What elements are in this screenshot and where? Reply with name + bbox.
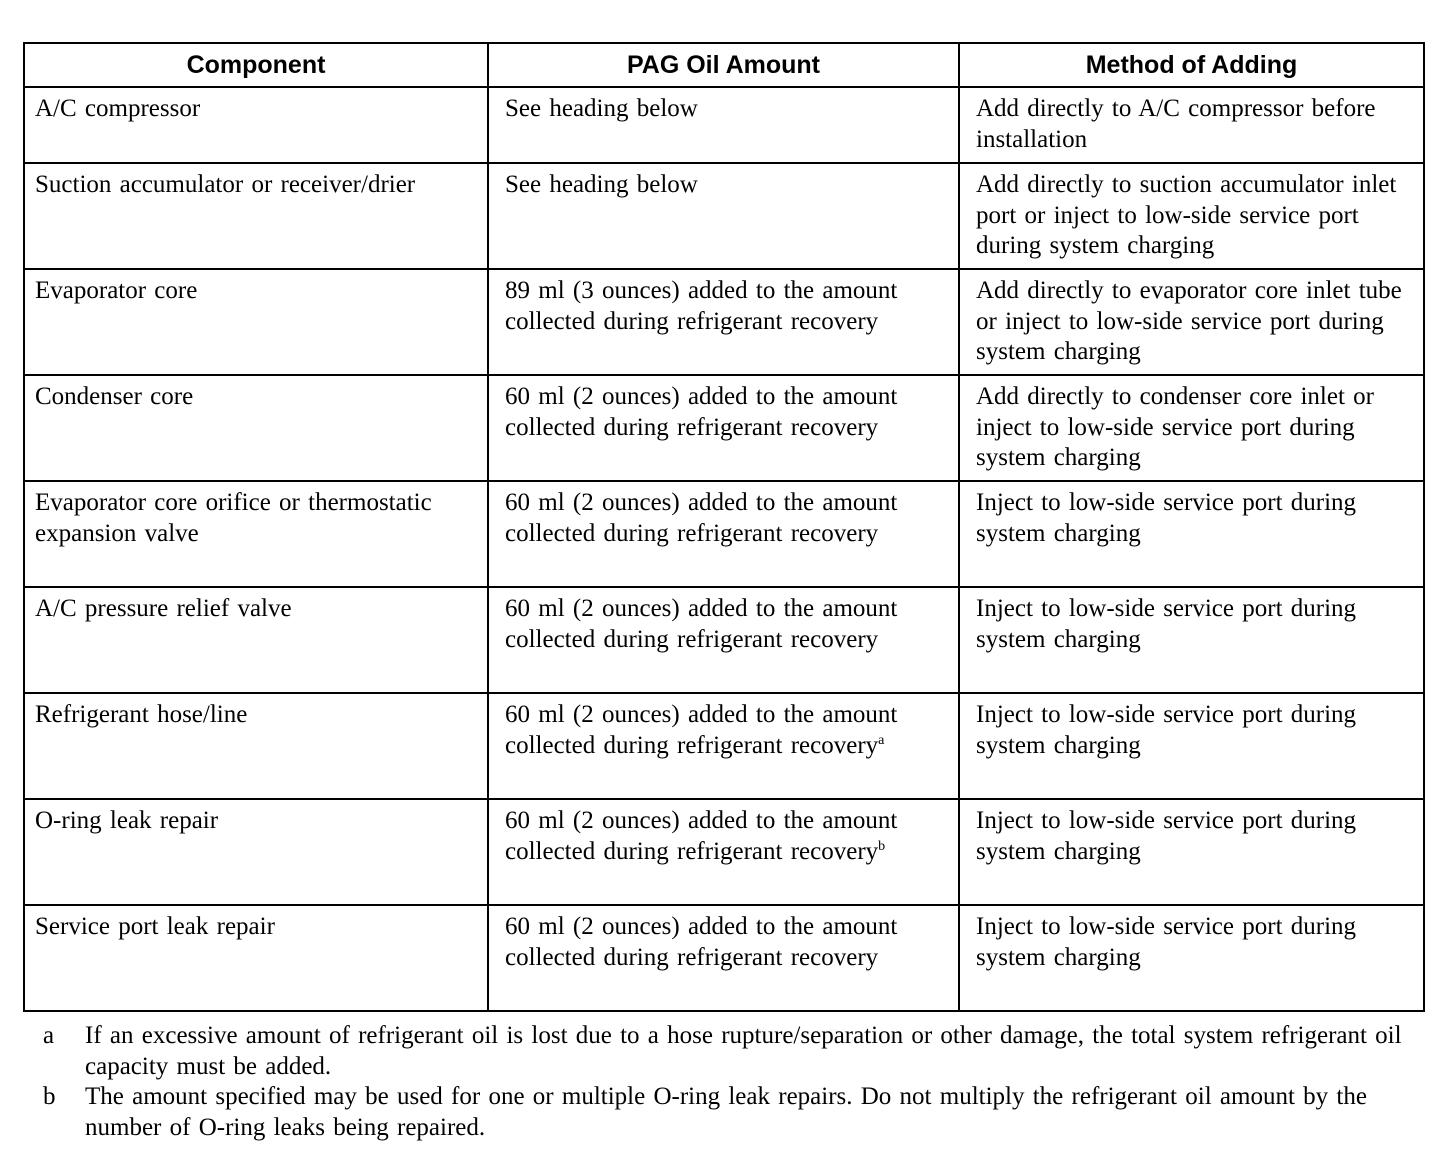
table-row bbox=[24, 481, 1424, 587]
component-cell: Refrigerant hose/line bbox=[24, 693, 488, 799]
amount-cell bbox=[488, 587, 959, 693]
amount-cell bbox=[488, 269, 959, 375]
table-row bbox=[24, 269, 1424, 375]
method-cell: Inject to low-side service port during system charging bbox=[959, 481, 1424, 587]
amount-text: 60 ml (2 ounces) added to the amount collected during refrigerant recovery bbox=[505, 489, 898, 547]
amount-cell bbox=[488, 481, 959, 587]
amount-text: 60 ml (2 ounces) added to the amount collected during refrigerant recovery bbox=[505, 595, 898, 653]
footnote-mark: a bbox=[43, 1022, 55, 1049]
component-cell: Suction accumulator or receiver/drier bbox=[24, 163, 488, 269]
footnote-text: The amount specified may be used for one or multiple O-ring leak repairs. Do not multiply the refrigerant oil amount by the number of O-ring leaks being repaired. bbox=[85, 1083, 1367, 1141]
footnote-ref-a: a bbox=[878, 732, 885, 748]
table-row bbox=[24, 375, 1424, 481]
component-cell: Evaporator core bbox=[24, 269, 488, 375]
amount-text: 60 ml (2 ounces) added to the amount collected during refrigerant recovery bbox=[505, 913, 898, 971]
pag-oil-table bbox=[23, 42, 1425, 1012]
method-cell: Inject to low-side service port during system charging bbox=[959, 905, 1424, 1011]
header-component: Component bbox=[24, 43, 488, 87]
amount-cell bbox=[488, 163, 959, 269]
table-row bbox=[24, 163, 1424, 269]
component-cell: Evaporator core orifice or thermostatic expansion valve bbox=[24, 481, 488, 587]
amount-text: 60 ml (2 ounces) added to the amount collected during refrigerant recovery bbox=[505, 701, 898, 759]
method-cell: Add directly to condenser core inlet or inject to low-side service port during system charging bbox=[959, 375, 1424, 481]
method-cell: Inject to low-side service port during system charging bbox=[959, 799, 1424, 905]
component-cell: A/C pressure relief valve bbox=[24, 587, 488, 693]
amount-text: See heading below bbox=[505, 95, 698, 122]
amount-cell bbox=[488, 905, 959, 1011]
footnote-text: If an excessive amount of refrigerant oil is lost due to a hose rupture/separation or other damage, the total system refrigerant oil capacity must be added. bbox=[85, 1022, 1402, 1080]
header-pag-oil-amount: PAG Oil Amount bbox=[488, 43, 959, 87]
amount-text: 60 ml (2 ounces) added to the amount collected during refrigerant recovery bbox=[505, 383, 898, 441]
table-row bbox=[24, 587, 1424, 693]
amount-text: 89 ml (3 ounces) added to the amount collected during refrigerant recovery bbox=[505, 277, 898, 335]
table-row bbox=[24, 799, 1424, 905]
method-cell: Inject to low-side service port during system charging bbox=[959, 587, 1424, 693]
method-cell: Add directly to A/C compressor before installation bbox=[959, 87, 1424, 163]
footnote-b bbox=[40, 1082, 1410, 1143]
footnote-ref-b: b bbox=[878, 838, 886, 854]
footnotes bbox=[40, 1021, 1410, 1143]
table-row bbox=[24, 905, 1424, 1011]
footnote-mark: b bbox=[43, 1083, 56, 1110]
component-cell: Service port leak repair bbox=[24, 905, 488, 1011]
amount-text: 60 ml (2 ounces) added to the amount collected during refrigerant recovery bbox=[505, 807, 898, 865]
amount-text: See heading below bbox=[505, 171, 698, 198]
table-row bbox=[24, 87, 1424, 163]
amount-cell bbox=[488, 87, 959, 163]
component-cell: Condenser core bbox=[24, 375, 488, 481]
amount-cell bbox=[488, 375, 959, 481]
footnote-a bbox=[40, 1021, 1410, 1082]
component-cell: O-ring leak repair bbox=[24, 799, 488, 905]
table-row bbox=[24, 693, 1424, 799]
method-cell: Inject to low-side service port during system charging bbox=[959, 693, 1424, 799]
amount-cell bbox=[488, 799, 959, 905]
method-cell: Add directly to suction accumulator inlet port or inject to low-side service port during system charging bbox=[959, 163, 1424, 269]
header-method-of-adding: Method of Adding bbox=[959, 43, 1424, 87]
component-cell: A/C compressor bbox=[24, 87, 488, 163]
header-row bbox=[24, 43, 1424, 87]
amount-cell bbox=[488, 693, 959, 799]
method-cell: Add directly to evaporator core inlet tube or inject to low-side service port during system charging bbox=[959, 269, 1424, 375]
